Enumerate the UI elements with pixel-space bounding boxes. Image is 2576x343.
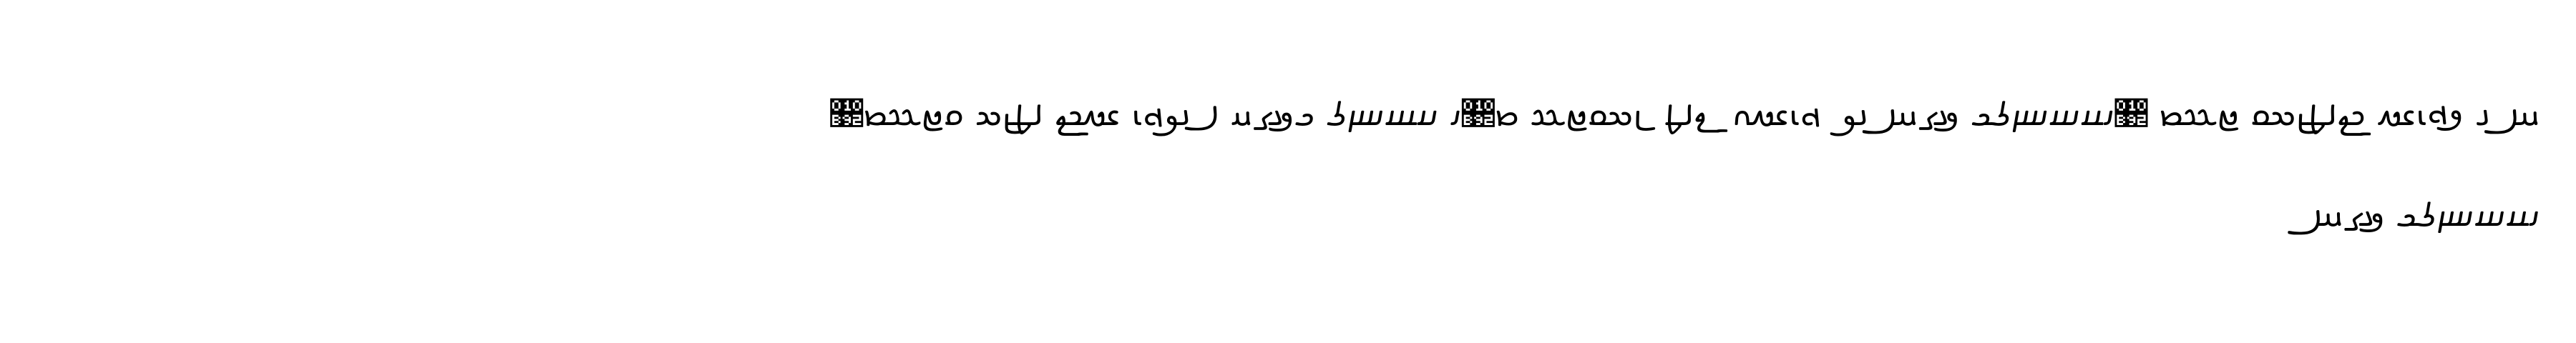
text-line-2: 𐮩𐮪𐮫𐮬𐮭𐮮 𐮯𐮀𐮁 (2294, 195, 2540, 234)
text-line-1: 𐮀𐮁𐮂 𐮃𐮄𐮅𐮆𐮇 𐮈𐮉𐮊𐮋𐮌𐮍𐮎 𐮏𐮐𐮑 𐮒𐮩𐮪𐮫𐮬𐮭𐮮 𐮯𐮀𐮁𐮂𐮃 𐮄𐮅𐮆𐮇𐮈 𐮉𐮊𐮋 𐮌𐮍𐮎𐮏𐮐 𐮑𐮒𐮩 𐮪𐮫𐮬𐮭 𐮮𐮯𐮀 𐮁𐮂𐮃𐮄𐮅 𐮆𐮇𐮈𐮉 𐮊𐮋𐮌𐮍 𐮎𐮏𐮐𐮑𐮒 (830, 94, 2540, 133)
body-text-block (172, 74, 2540, 254)
